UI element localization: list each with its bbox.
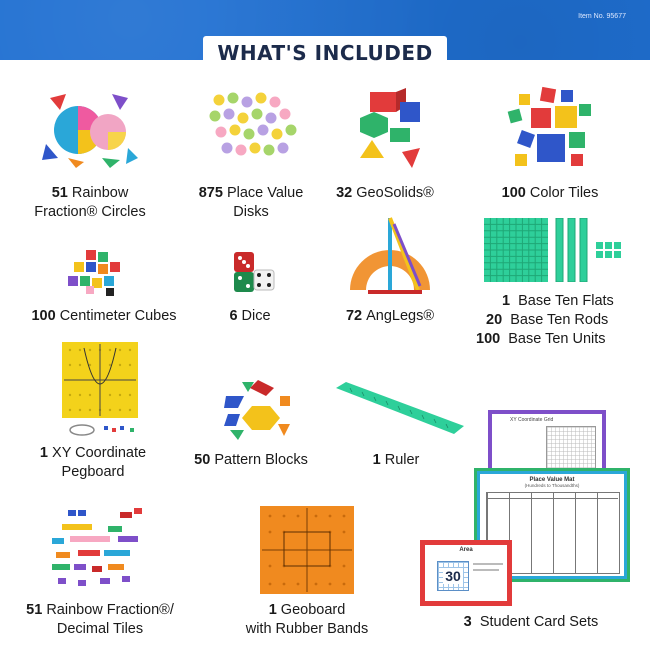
label-anglegs: 72 AngLegs®	[345, 308, 435, 324]
area-card-value: 30	[445, 568, 461, 584]
label-rainbow-fraction-circles: 51 Rainbow Fraction® Circles	[34, 185, 146, 220]
item-number: Item No. 95677	[578, 13, 626, 20]
xy-grid-card-title: XY Coordinate Grid	[510, 417, 554, 423]
anglegs-image	[340, 214, 440, 298]
title-banner	[203, 36, 447, 70]
centimeter-cubes-image	[66, 248, 126, 296]
label-student-card-sets: 3 Student Card Sets	[463, 614, 599, 630]
ruler-image	[330, 380, 470, 440]
label-geoboard: 1 Geoboard with Rubber Bands	[245, 602, 369, 637]
label-base-ten: 1 Base Ten Flats 20 Base Ten Rods 100 Base Ten Units	[476, 293, 614, 347]
pattern-blocks-image	[222, 378, 294, 442]
label-geosolids: 32 GeoSolids®	[336, 185, 434, 201]
base-ten-blocks-image	[484, 218, 634, 282]
label-fraction-decimal-tiles: 51 Rainbow Fraction®/ Decimal Tiles	[26, 602, 174, 637]
label-dice: 6 Dice	[229, 308, 271, 324]
rainbow-fraction-decimal-tiles-image	[48, 506, 148, 592]
xy-coordinate-pegboard-image	[60, 340, 150, 440]
label-color-tiles: 100 Color Tiles	[501, 185, 599, 201]
area-card-title: Area	[459, 547, 473, 553]
dice-image	[230, 250, 276, 294]
geosolids-image	[350, 88, 430, 174]
label-xy-pegboard: 1 XY Coordinate Pegboard	[39, 445, 147, 480]
place-value-card-title: Place Value Mat	[529, 477, 575, 483]
area-card	[420, 540, 512, 606]
rainbow-fraction-circles-image	[40, 88, 140, 168]
label-centimeter-cubes: 100 Centimeter Cubes	[31, 308, 177, 324]
label-ruler: 1 Ruler	[372, 452, 420, 468]
page-title: WHAT'S INCLUDED	[217, 41, 433, 65]
label-place-value-disks: 875 Place Value Disks	[198, 185, 304, 220]
place-value-disks-image	[205, 90, 305, 164]
color-tiles-image	[505, 84, 595, 174]
geoboard-image	[258, 506, 356, 594]
label-pattern-blocks: 50 Pattern Blocks	[194, 452, 308, 468]
place-value-card-subtitle: (Hundreds to Thousandths)	[524, 483, 580, 488]
